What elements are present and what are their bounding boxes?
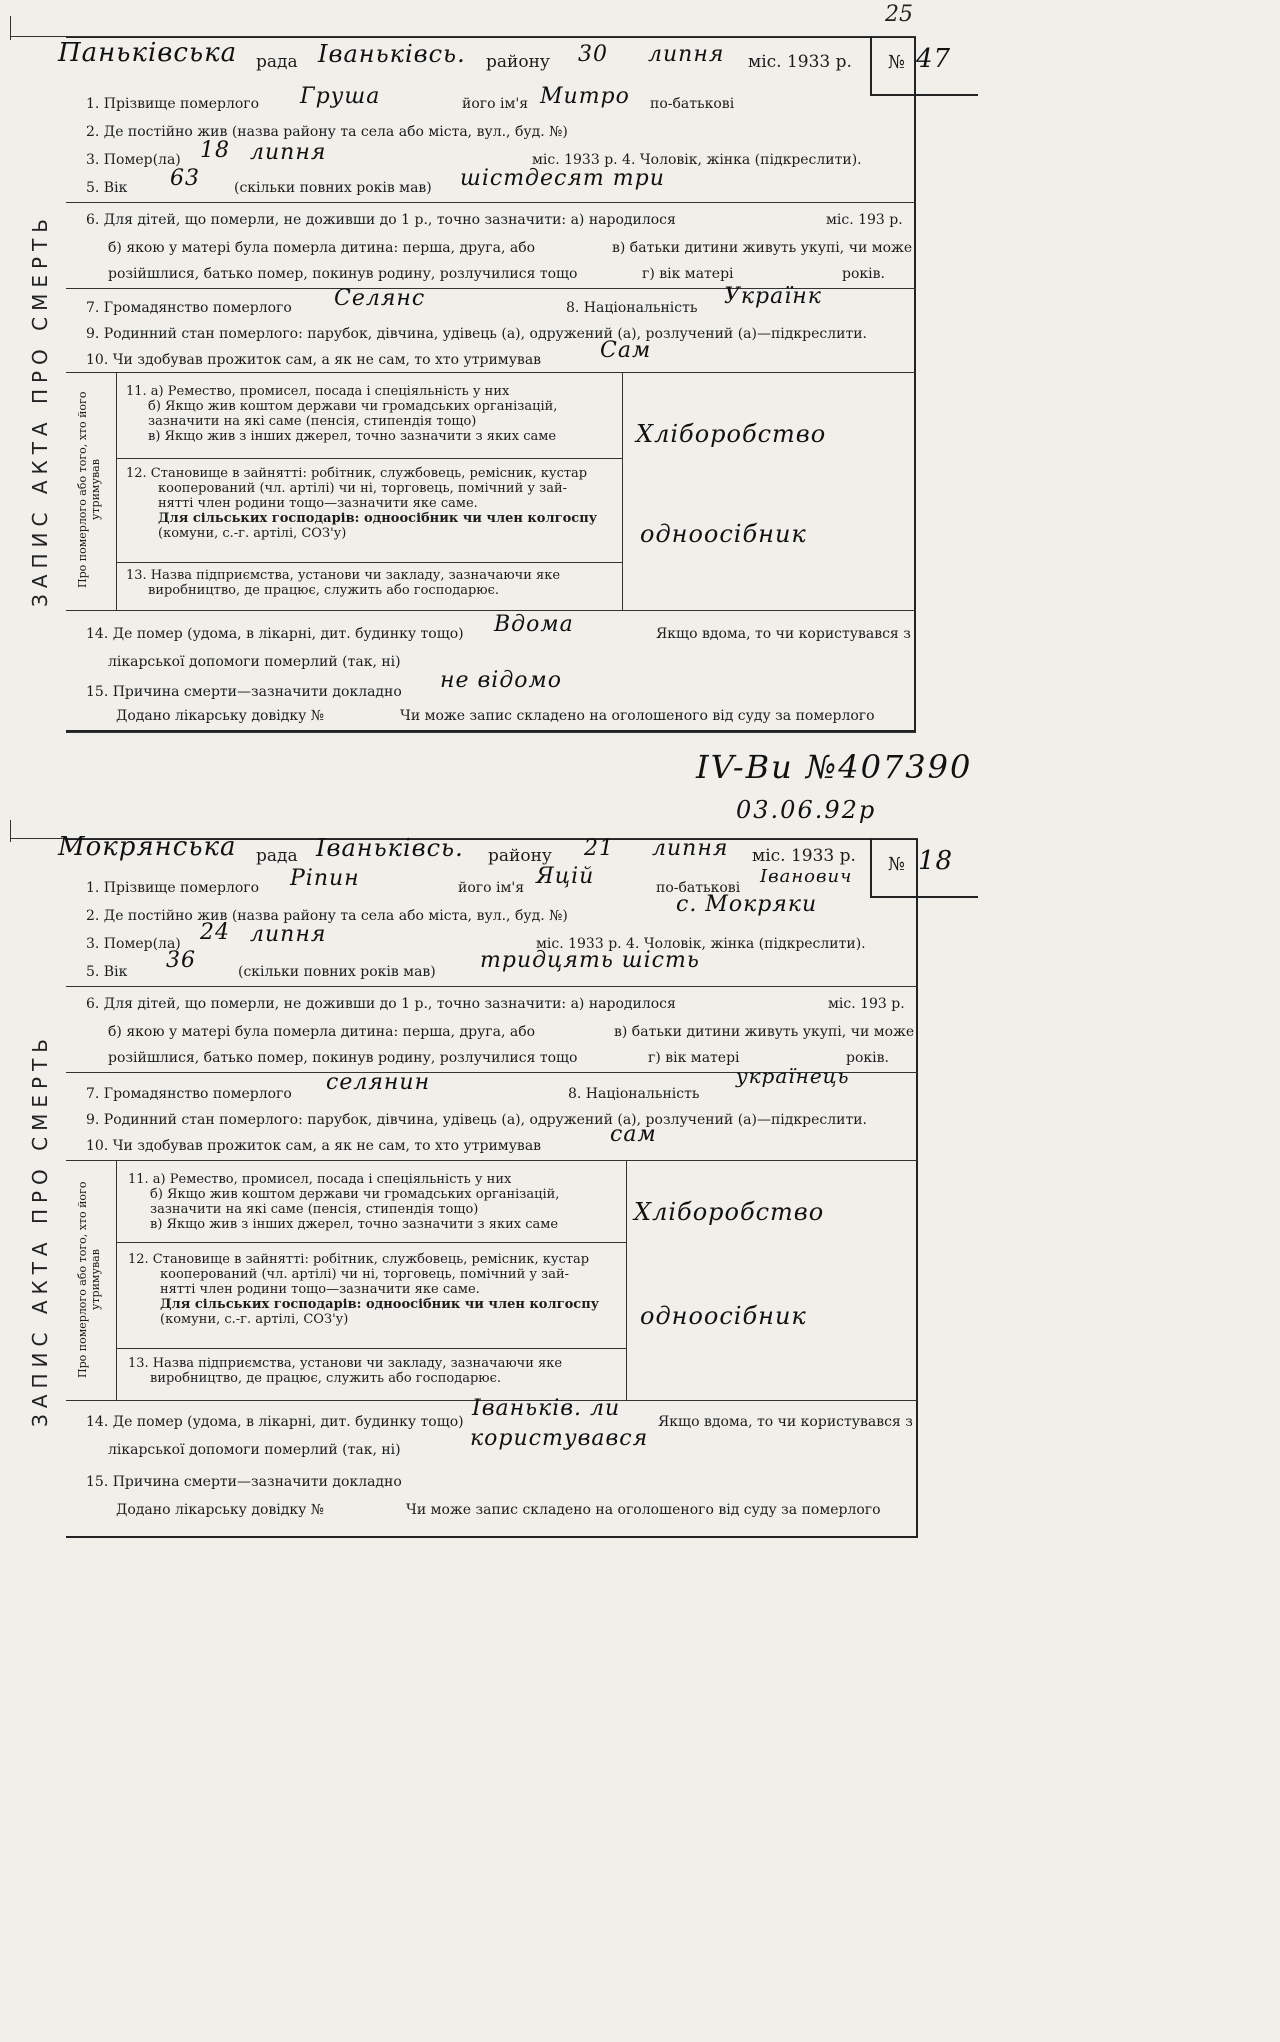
day-handwritten: 21 [584,836,614,861]
age-handwritten: 36 [166,948,196,973]
field-death-date-label: 3. Помер(ла) [86,152,181,168]
patronymic-handwritten: Іванович [760,866,853,887]
occupation-line: в) Якщо жив з інших джерел, точно зазначити з яких саме [148,429,557,444]
number-label: № [888,854,906,875]
council-handwritten: Мокрянська [58,832,237,862]
form-header [18,38,983,74]
status-line: Для сільських господарів: одноосібник чи член колгоспу [158,511,598,526]
field-patronymic-label: по-батькові [650,96,735,112]
year-label: міс. 1933 р. [748,52,852,72]
field-children-c-tail: років. [846,1050,889,1066]
field-age-label: 5. Вік [86,964,128,980]
status-block [128,1252,599,1327]
number-box [870,36,978,96]
field-name-label: його ім'я [462,96,529,112]
field-place-label: 14. Де помер (удома, в лікарні, дит. будинку тощо) [86,626,464,642]
form-side-title: ЗАПИС АКТА ПРО СМЕРТЬ [28,1032,52,1428]
number-handwritten: 18 [918,846,954,876]
death-record-form-1 [0,0,983,740]
field-surname-label: 1. Прізвище померлого [86,880,260,896]
surname-handwritten: Ріпин [290,866,360,891]
field-place-label: 14. Де помер (удома, в лікарні, дит. будинку тощо) [86,1414,464,1430]
place-handwritten: Вдома [494,612,574,637]
death-day-handwritten: 24 [200,920,230,945]
cause-handwritten: не відомо [440,668,563,693]
field-patronymic-label: по-батькові [656,880,741,896]
field-children-b-end: в) батьки дитини живуть укупі, чи може [614,1024,915,1040]
field-certificate-label: Додано лікарську довідку № [116,708,325,724]
field-age-note: (скільки повних років мав) [238,964,436,980]
field-cause-label: 15. Причина смерти—зазначити докладно [86,684,402,700]
enterprise-line: виробництво, де працює, служить або господарює. [148,583,500,598]
field-children-c: розійшлися, батько помер, покинув родину, розлучилися тощо [108,266,578,282]
field-family-label: 9. Родинний стан померлого: парубок, дівчина, удівець (а), одружений (а), розлучений (а)—підкреслити. [86,326,867,342]
field-death-date-label: 3. Помер(ла) [86,936,181,952]
status-handwritten: одноосібник [640,520,807,548]
occupation-handwritten: Хліборобство [634,1198,825,1226]
field-children-end: міс. 193 р. [826,212,903,228]
field-provider-label: 10. Чи здобував прожиток сам, а як не сам, то хто утримував [86,1138,542,1154]
field-court-label: Чи може запис складено на оголошеного від суду за померлого [406,1502,881,1518]
field-medical-label: лікарської допомоги померлий (так, ні) [108,1442,401,1458]
occupation-block [126,384,557,444]
rada-label: рада [256,52,298,72]
status-line: Для сільських господарів: одноосібник чи член колгоспу [160,1297,600,1312]
number-handwritten: 47 [916,44,952,74]
field-children-label: 6. Для дітей, що померли, не доживши до 1 р., точно зазначити: а) народилося [86,212,676,228]
provider-handwritten: Сам [600,338,652,363]
field-children-c-end: г) вік матері [642,266,734,282]
registry-date: 03.06.92р [736,796,877,824]
occupation-line: зазначити на які саме (пенсія, стипендія тощо) [148,414,477,429]
corner-mark: 25 [885,2,913,27]
district-handwritten: Іваньківсь. [318,40,466,68]
field-children-label: 6. Для дітей, що померли, не доживши до 1 р., точно зазначити: а) народилося [86,996,676,1012]
age-handwritten: 63 [170,166,200,191]
status-line: кооперований (чл. артілі) чи ні, торговець, помічний у зай- [158,481,568,496]
form-side-title: ЗАПИС АКТА ПРО СМЕРТЬ [28,212,52,608]
field-place-home: Якщо вдома, то чи користувався з [656,626,911,642]
number-label: № [888,52,906,73]
age-words-handwritten: шістдесят три [460,166,665,191]
status-line: нятті член родини тощо—зазначити яке саме. [158,496,478,511]
field-medical-label: лікарської допомоги померлий (так, ні) [108,654,401,670]
field-death-year-label: міс. 1933 р. 4. Чоловік, жінка (підкреслити). [532,152,862,168]
occupation-line: в) Якщо жив з інших джерел, точно зазначити з яких саме [150,1217,559,1232]
year-label: міс. 1933 р. [752,846,856,866]
occupation-line: 11. а) Ремество, промисел, посада і спеціяльність у них [128,1172,512,1187]
occupation-line: 11. а) Ремество, промисел, посада і спеціяльність у них [126,384,510,399]
provider-handwritten: сам [610,1122,657,1147]
citizenship-handwritten: Селянс [334,286,426,311]
status-line: (комуни, с.-г. артілі, СОЗ'у) [158,526,347,541]
district-handwritten: Іваньківсь. [316,834,464,862]
death-month-handwritten: липня [250,140,327,165]
nationality-handwritten: українець [736,1064,850,1088]
age-words-handwritten: тридцять шість [480,948,700,973]
rada-label: рада [256,846,298,866]
place2-handwritten: користувався [470,1426,649,1451]
status-line: (комуни, с.-г. артілі, СОЗ'у) [160,1312,349,1327]
residence-handwritten: с. Мокряки [676,892,818,917]
field-children-c: розійшлися, батько помер, покинув родину, розлучилися тощо [108,1050,578,1066]
death-month-handwritten: липня [250,922,327,947]
enterprise-line: 13. Назва підприємства, установи чи закладу, зазначаючи яке [128,1356,563,1371]
field-court-label: Чи може запис складено на оголошеного від суду за померлого [400,708,875,724]
field-cause-label: 15. Причина смерти—зазначити докладно [86,1474,402,1490]
side-label: Про померлого або того, хто його утримував [76,391,102,589]
field-age-label: 5. Вік [86,180,128,196]
field-citizenship-label: 7. Громадянство померлого [86,300,292,316]
field-certificate-label: Додано лікарську довідку № [116,1502,325,1518]
death-day-handwritten: 18 [200,138,230,163]
form-header [18,832,983,866]
month-handwritten: липня [652,836,729,861]
field-children-c-tail: років. [842,266,885,282]
enterprise-block [126,568,560,598]
nationality-handwritten: Українк [724,284,822,309]
field-children-c-end: г) вік матері [648,1050,740,1066]
side-label: Про померлого або того, хто його утримував [76,1181,102,1379]
occupation-handwritten: Хліборобство [636,420,827,448]
field-children-b: б) якою у матері була померла дитина: перша, друга, або [108,1024,536,1040]
status-line: 12. Становище в зайнятті: робітник, службовець, ремісник, кустар [126,466,588,481]
occupation-line: зазначити на які саме (пенсія, стипендія тощо) [150,1202,479,1217]
status-line: 12. Становище в зайнятті: робітник, службовець, ремісник, кустар [128,1252,590,1267]
citizenship-handwritten: селянин [326,1070,431,1095]
month-handwritten: липня [648,42,725,67]
death-record-form-2 [0,810,983,1568]
field-children-end: міс. 193 р. [828,996,905,1012]
field-surname-label: 1. Прізвище померлого [86,96,260,112]
rayon-label: району [488,846,552,866]
place-handwritten: Іваньків. ли [472,1396,621,1421]
registry-code: IV-Ви №407390 [696,748,973,786]
occupation-line: б) Якщо жив коштом держави чи громадських організацій, [150,1187,560,1202]
field-nationality-label: 8. Національність [566,300,698,316]
field-provider-label: 10. Чи здобував прожиток сам, а як не сам, то хто утримував [86,352,542,368]
occupation-block [128,1172,559,1232]
status-line: нятті член родини тощо—зазначити яке саме. [160,1282,480,1297]
field-age-note: (скільки повних років мав) [234,180,432,196]
name-handwritten: Яцій [536,864,595,889]
enterprise-block [128,1356,562,1386]
field-children-b: б) якою у матері була померла дитина: перша, друга, або [108,240,536,256]
field-family-label: 9. Родинний стан померлого: парубок, дівчина, удівець (а), одружений (а), розлучений (а)—підкреслити. [86,1112,867,1128]
field-name-label: його ім'я [458,880,525,896]
status-line: кооперований (чл. артілі) чи ні, торговець, помічний у зай- [160,1267,570,1282]
field-death-year-label: міс. 1933 р. 4. Чоловік, жінка (підкреслити). [536,936,866,952]
field-citizenship-label: 7. Громадянство померлого [86,1086,292,1102]
surname-handwritten: Груша [300,84,381,109]
status-handwritten: одноосібник [640,1302,807,1330]
field-nationality-label: 8. Національність [568,1086,700,1102]
day-handwritten: 30 [578,42,608,67]
name-handwritten: Митро [540,84,630,109]
enterprise-line: 13. Назва підприємства, установи чи закладу, зазначаючи яке [126,568,561,583]
field-children-b-end: в) батьки дитини живуть укупі, чи може [612,240,913,256]
council-handwritten: Паньківська [58,38,238,68]
number-box [870,838,978,898]
rayon-label: району [486,52,550,72]
field-residence-label: 2. Де постійно жив (назва району та села або міста, вул., буд. №) [86,124,568,140]
field-residence-label: 2. Де постійно жив (назва району та села або міста, вул., буд. №) [86,908,568,924]
status-block [126,466,597,541]
enterprise-line: виробництво, де працює, служить або господарює. [150,1371,502,1386]
field-place-home: Якщо вдома, то чи користувався з [658,1414,913,1430]
occupation-line: б) Якщо жив коштом держави чи громадських організацій, [148,399,558,414]
